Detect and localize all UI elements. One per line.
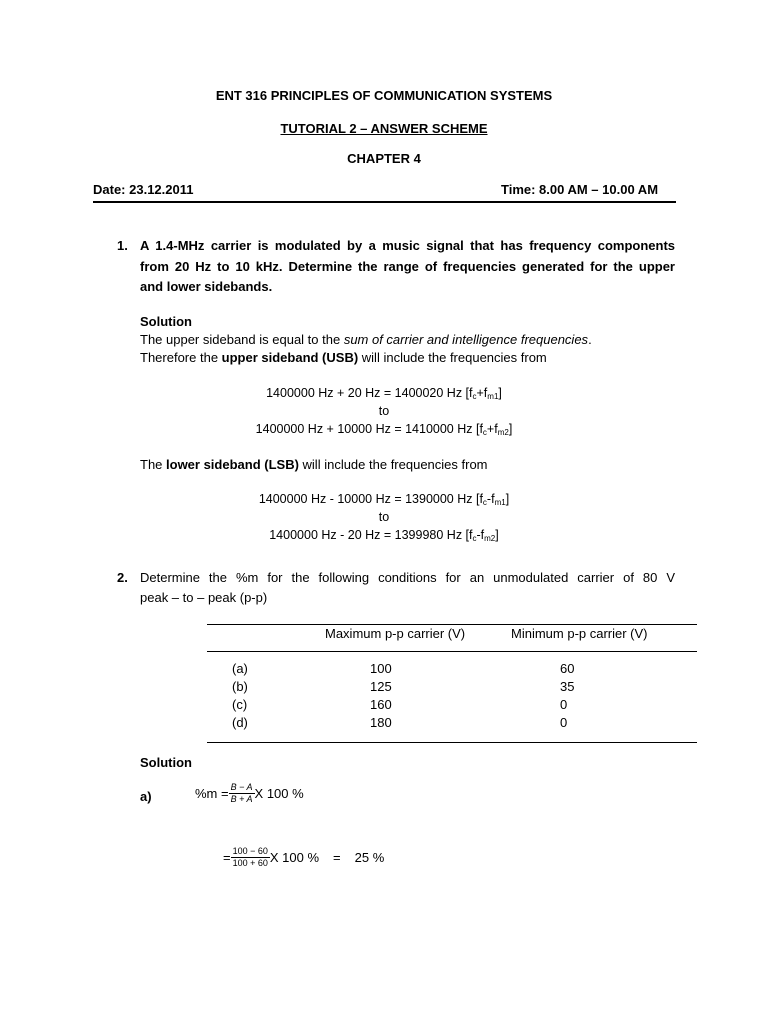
result-value: 25 % — [354, 849, 385, 865]
q1-therefore: Therefore the upper sideband (USB) will include the frequencies from — [140, 350, 547, 365]
course-title: ENT 316 PRINCIPLES OF COMMUNICATION SYSTEMS — [215, 88, 553, 103]
q1-text-line2: from 20 Hz to 10 kHz. Determine the range of frequencies generated for the upper — [140, 259, 675, 274]
q1-usb-intro: The upper sideband is equal to the sum of carrier and intelligence frequencies. — [140, 332, 592, 347]
lsb-equation-1: 1400000 Hz - 10000 Hz = 1390000 Hz $[f_c-f_{m1}]$ — [258, 492, 510, 507]
formula-fraction: $\frac{B - A}{B + A}$ — [230, 781, 253, 804]
lsb-equation-2: 1400000 Hz - 20 Hz = 1399980 Hz $[f_c-f_{m2}]$ — [269, 528, 499, 543]
table-row-label: (d) — [232, 715, 248, 730]
table-row-max: 100 — [370, 661, 392, 676]
header-divider — [93, 201, 676, 203]
q2-number: 2. — [117, 570, 128, 585]
table-header-max: Maximum p-p carrier (V) — [325, 626, 466, 641]
part-a-label: a) — [140, 789, 152, 804]
table-row-max: 125 — [370, 679, 392, 694]
usb-to: to — [378, 404, 390, 418]
modulation-formula: %m = $\frac{B - A}{B + A}$ X 100 % — [195, 781, 304, 804]
q2-solution-label: Solution — [140, 755, 192, 770]
tutorial-title: TUTORIAL 2 – ANSWER SCHEME — [280, 121, 488, 136]
table-row-label: (a) — [232, 661, 248, 676]
q1-number: 1. — [117, 238, 128, 253]
table-header-min: Minimum p-p carrier (V) — [511, 626, 648, 641]
q2-text-line2: peak – to – peak (p-p) — [140, 590, 268, 605]
table-row-min: 0 — [560, 697, 568, 712]
table-header-rule — [207, 651, 697, 652]
q2-text-line1: Determine the %m for the following conditions for an unmodulated carrier of 80 V — [140, 570, 675, 585]
date-label: Date: 23.12.2011 — [93, 182, 194, 197]
lsb-to: to — [378, 510, 390, 524]
table-row-min: 60 — [560, 661, 575, 676]
q1-text-line3: and lower sidebands. — [140, 279, 273, 294]
table-row-max: 180 — [370, 715, 392, 730]
calculation-fraction: $\frac{100 - 60}{100 + 60}$ — [232, 845, 268, 868]
table-bottom-rule — [207, 742, 697, 743]
time-label: Time: 8.00 AM – 10.00 AM — [501, 182, 659, 197]
table-row-min: 35 — [560, 679, 575, 694]
table-row-label: (b) — [232, 679, 248, 694]
table-row-label: (c) — [232, 697, 248, 712]
table-top-rule — [207, 624, 697, 625]
q1-text-line1: A 1.4-MHz carrier is modulated by a music signal that has frequency components — [140, 238, 675, 253]
usb-equation-2: 1400000 Hz + 10000 Hz = 1410000 Hz $[f_c+f_{m2}]$ — [255, 422, 513, 437]
table-row-min: 0 — [560, 715, 568, 730]
q1-solution-label: Solution — [140, 314, 192, 329]
usb-equation-1: 1400000 Hz + 20 Hz = 1400020 Hz $[f_c+f_{m1}]$ — [266, 386, 502, 401]
calculation-a: = $\frac{100 - 60}{100 + 60}$ X 100 % = 25 % — [223, 845, 385, 868]
q1-lsb-intro: The lower sideband (LSB) will include the frequencies from — [140, 457, 488, 472]
chapter-title: CHAPTER 4 — [347, 151, 421, 166]
table-row-max: 160 — [370, 697, 392, 712]
